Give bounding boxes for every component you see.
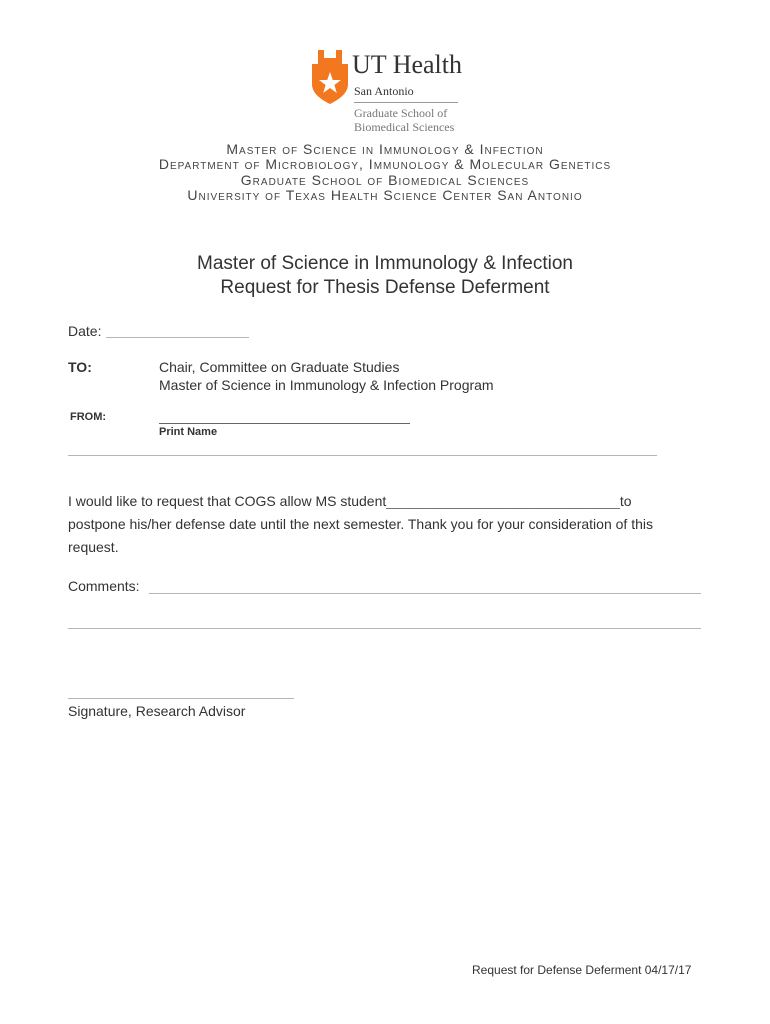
institution-line-2: Department of Microbiology, Immunology & Molecular Genetics xyxy=(158,156,612,172)
request-text-part-1: I would like to request that COGS allow MS student xyxy=(68,493,387,509)
shield-star-icon xyxy=(312,50,348,104)
signature-label: Signature, Research Advisor xyxy=(68,703,246,719)
institution-line-4: University of Texas Health Science Center San Antonio xyxy=(187,187,583,203)
student-name-field[interactable]: ______________________________ xyxy=(386,493,620,509)
date-label: Date: xyxy=(68,323,102,339)
request-text-line-2: postpone his/her defense date until the next semester. Thank you for your consideration of this xyxy=(68,516,653,532)
institution-line-1: Master of Science in Immunology & Infection xyxy=(226,141,544,157)
from-name-field[interactable] xyxy=(159,423,410,424)
logo-school-line1: Graduate School of xyxy=(354,106,448,120)
date-field[interactable] xyxy=(106,337,249,338)
signature-field[interactable] xyxy=(68,698,294,699)
form-title-line-2: Request for Thesis Defense Deferment xyxy=(220,277,550,298)
comments-field-line-2[interactable] xyxy=(68,628,701,629)
from-label: FROM: xyxy=(70,411,107,423)
logo-divider xyxy=(354,102,458,103)
request-text-line-3: request. xyxy=(68,539,119,555)
comments-field-line-1[interactable] xyxy=(149,593,701,594)
section-divider xyxy=(68,455,657,456)
logo-school-line2: Biomedical Sciences xyxy=(354,120,455,134)
to-recipient-line-1: Chair, Committee on Graduate Studies xyxy=(159,359,400,375)
to-label: TO: xyxy=(68,359,92,375)
print-name-label: Print Name xyxy=(159,426,218,438)
footer-revision: Request for Defense Deferment 04/17/17 xyxy=(472,963,692,977)
logo-subtitle: San Antonio xyxy=(354,84,414,98)
request-text-part-2: to xyxy=(619,493,632,509)
form-title-line-1: Master of Science in Immunology & Infection xyxy=(197,253,573,274)
request-text-line-1 xyxy=(68,492,632,510)
to-recipient-line-2: Master of Science in Immunology & Infection Program xyxy=(159,377,494,393)
comments-label: Comments: xyxy=(68,578,140,594)
logo-title: UT Health xyxy=(352,50,462,79)
ut-health-logo xyxy=(312,46,472,138)
institution-line-3: Graduate School of Biomedical Sciences xyxy=(240,172,530,188)
